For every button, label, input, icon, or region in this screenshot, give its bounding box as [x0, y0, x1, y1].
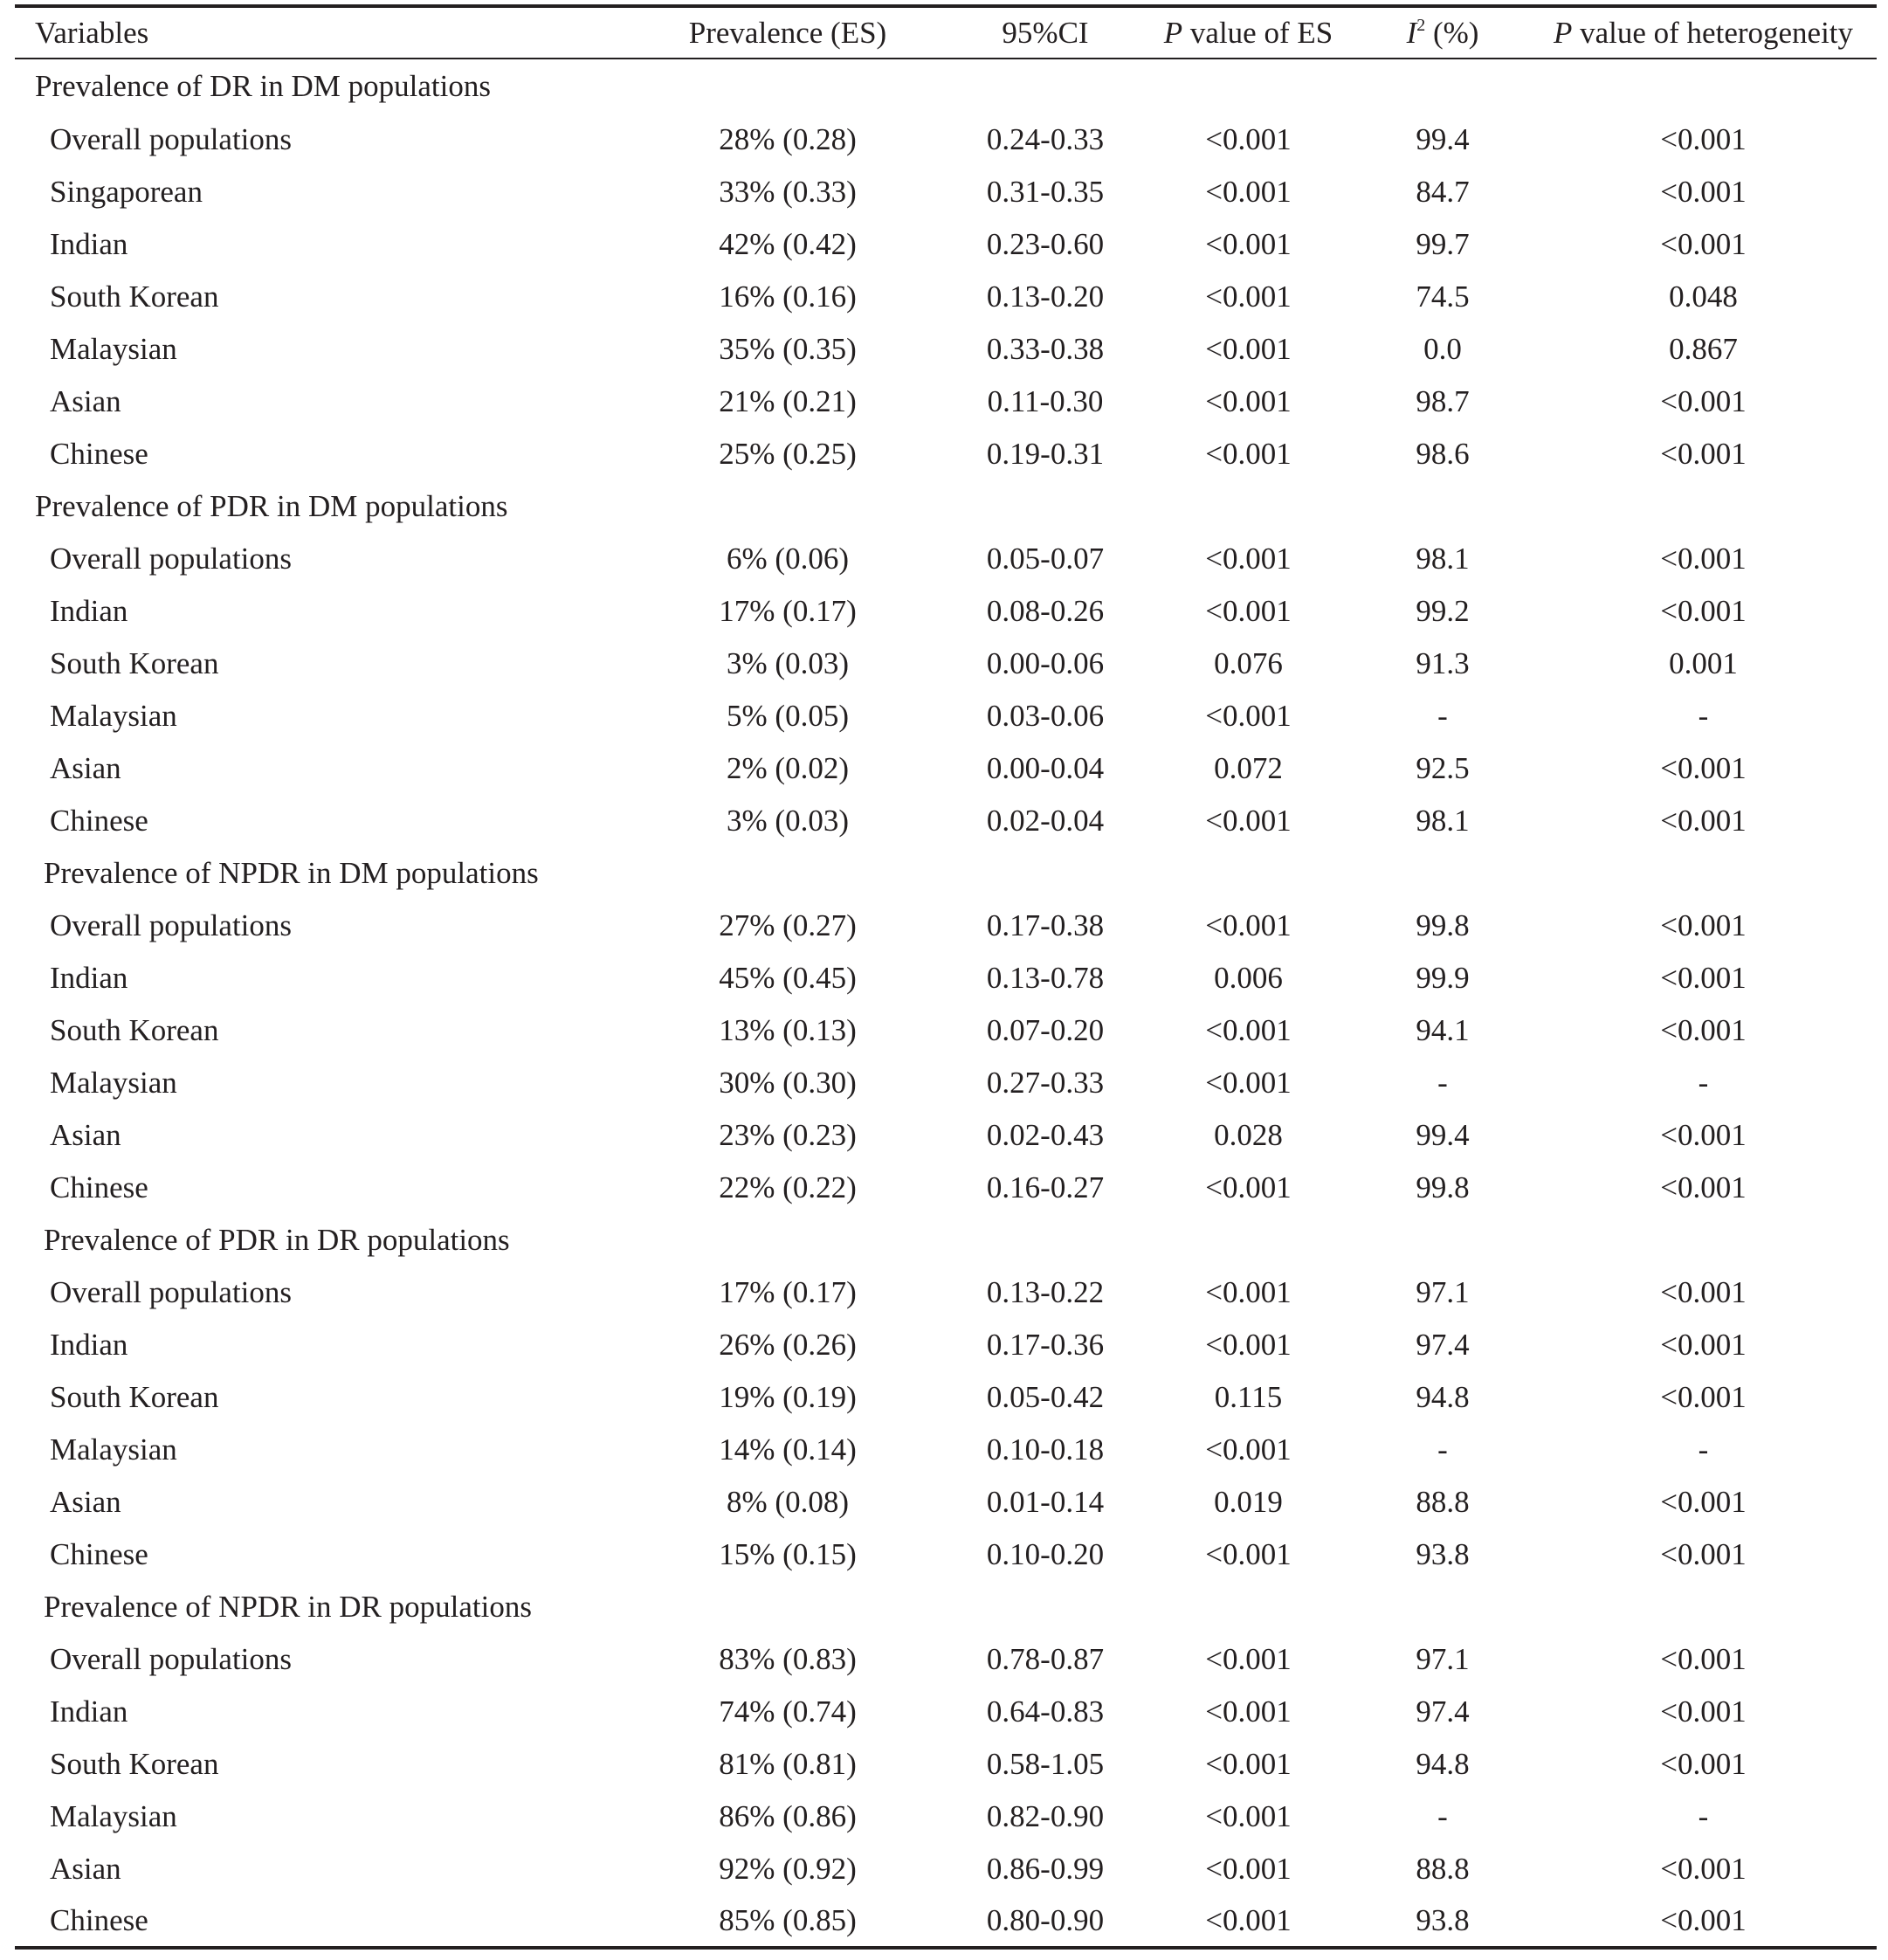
cell-variable: Indian [50, 594, 128, 628]
table-body [15, 59, 1877, 1948]
cell-ci: 0.10-0.18 [986, 1432, 1105, 1467]
cell-i-squared: 84.7 [1416, 175, 1470, 209]
cell-p-value-heterogeneity: <0.001 [1660, 542, 1747, 576]
cell-prevalence: 35% (0.35) [719, 332, 857, 366]
cell-p-value-es: <0.001 [1205, 1799, 1292, 1833]
cell-ci: 0.13-0.78 [986, 961, 1105, 995]
cell-p-value-heterogeneity: <0.001 [1660, 1328, 1747, 1362]
table-row [15, 1895, 1877, 1948]
table-row [15, 218, 1877, 271]
group-title: Prevalence of PDR in DR populations [44, 1223, 510, 1257]
cell-variable: Overall populations [50, 1642, 293, 1676]
cell-i-squared: 99.2 [1416, 594, 1470, 628]
table-row [15, 1266, 1877, 1319]
cell-p-value-es: 0.019 [1214, 1485, 1283, 1519]
header-p-het-rest: value of heterogeneity [1572, 15, 1854, 50]
table-row [15, 952, 1877, 1004]
cell-ci: 0.05-0.42 [986, 1380, 1105, 1414]
cell-p-value-heterogeneity: <0.001 [1660, 437, 1747, 471]
cell-variable: South Korean [50, 1380, 219, 1414]
cell-variable: Singaporean [50, 175, 203, 209]
cell-ci: 0.05-0.07 [986, 542, 1105, 576]
header-p-het-italic: P [1553, 15, 1573, 50]
cell-prevalence: 3% (0.03) [727, 646, 849, 680]
cell-ci: 0.19-0.31 [986, 437, 1105, 471]
table-row [15, 1529, 1877, 1581]
cell-prevalence: 17% (0.17) [719, 1275, 857, 1309]
group-header-row [15, 1214, 1877, 1266]
cell-i-squared: 92.5 [1416, 751, 1470, 785]
cell-prevalence: 2% (0.02) [727, 751, 849, 785]
cell-p-value-heterogeneity: <0.001 [1660, 908, 1747, 942]
cell-p-value-heterogeneity: <0.001 [1660, 1170, 1747, 1204]
cell-ci: 0.64-0.83 [986, 1694, 1105, 1729]
cell-prevalence: 28% (0.28) [719, 122, 857, 156]
cell-i-squared: 99.9 [1416, 961, 1470, 995]
cell-p-value-es: <0.001 [1205, 280, 1292, 314]
table-row [15, 1633, 1877, 1686]
cell-ci: 0.11-0.30 [987, 384, 1104, 418]
table-row [15, 1109, 1877, 1162]
header-p-es-rest: value of ES [1182, 15, 1333, 50]
cell-variable: Overall populations [50, 542, 293, 576]
cell-variable: Malaysian [50, 699, 177, 733]
cell-variable: South Korean [50, 646, 219, 680]
group-header-row [15, 59, 1877, 114]
cell-p-value-es: <0.001 [1205, 175, 1292, 209]
cell-p-value-heterogeneity: <0.001 [1660, 961, 1747, 995]
prevalence-table [15, 4, 1877, 1950]
table-row [15, 1004, 1877, 1057]
cell-ci: 0.02-0.04 [986, 804, 1105, 838]
cell-prevalence: 33% (0.33) [719, 175, 857, 209]
cell-i-squared: 88.8 [1416, 1852, 1470, 1886]
cell-i-squared: - [1437, 1432, 1448, 1467]
table-row [15, 533, 1877, 585]
cell-variable: Indian [50, 961, 128, 995]
cell-variable: Malaysian [50, 1799, 177, 1833]
cell-ci: 0.78-0.87 [986, 1642, 1105, 1676]
cell-ci: 0.01-0.14 [986, 1485, 1105, 1519]
cell-p-value-es: <0.001 [1205, 1747, 1292, 1781]
cell-prevalence: 92% (0.92) [719, 1852, 857, 1886]
group-title: Prevalence of NPDR in DR populations [44, 1590, 532, 1624]
cell-p-value-es: 0.072 [1214, 751, 1283, 785]
prevalence-table-container [15, 4, 1877, 1950]
cell-ci: 0.17-0.36 [986, 1328, 1105, 1362]
cell-i-squared: 93.8 [1416, 1537, 1470, 1571]
cell-variable: South Korean [50, 1747, 219, 1781]
cell-i-squared: 97.4 [1416, 1328, 1470, 1362]
cell-i-squared: 74.5 [1416, 280, 1470, 314]
cell-variable: Malaysian [50, 1066, 177, 1100]
cell-variable: South Korean [50, 280, 219, 314]
cell-p-value-heterogeneity: <0.001 [1660, 1118, 1747, 1152]
cell-i-squared: - [1437, 699, 1448, 733]
header-p-value-es [1141, 6, 1355, 59]
cell-prevalence: 8% (0.08) [727, 1485, 849, 1519]
header-row [15, 6, 1877, 59]
cell-p-value-heterogeneity: - [1698, 1799, 1709, 1833]
cell-prevalence: 21% (0.21) [719, 384, 857, 418]
table-row [15, 795, 1877, 847]
cell-variable: Malaysian [50, 332, 177, 366]
table-row [15, 1843, 1877, 1895]
table-row [15, 1162, 1877, 1214]
cell-prevalence: 42% (0.42) [719, 227, 857, 261]
cell-i-squared: 93.8 [1416, 1903, 1470, 1937]
cell-prevalence: 5% (0.05) [727, 699, 849, 733]
cell-p-value-heterogeneity: <0.001 [1660, 122, 1747, 156]
header-prevalence: Prevalence (ES) [688, 15, 887, 50]
cell-ci: 0.02-0.43 [986, 1118, 1105, 1152]
cell-p-value-es: <0.001 [1205, 437, 1292, 471]
cell-i-squared: 88.8 [1416, 1485, 1470, 1519]
table-row [15, 1791, 1877, 1843]
cell-i-squared: 98.7 [1416, 384, 1470, 418]
cell-p-value-es: <0.001 [1205, 384, 1292, 418]
cell-prevalence: 83% (0.83) [719, 1642, 857, 1676]
cell-variable: Overall populations [50, 1275, 293, 1309]
group-title: Prevalence of NPDR in DM populations [44, 856, 539, 890]
cell-p-value-heterogeneity: <0.001 [1660, 1485, 1747, 1519]
cell-prevalence: 23% (0.23) [719, 1118, 857, 1152]
table-row [15, 1686, 1877, 1738]
cell-p-value-es: <0.001 [1205, 594, 1292, 628]
cell-p-value-es: <0.001 [1205, 1903, 1292, 1937]
header-p-value-heterogeneity [1530, 6, 1877, 59]
table-header [15, 6, 1877, 59]
cell-i-squared: 98.1 [1416, 542, 1470, 576]
cell-i-squared: 97.1 [1416, 1275, 1470, 1309]
cell-p-value-heterogeneity: <0.001 [1660, 1852, 1747, 1886]
cell-p-value-heterogeneity: <0.001 [1660, 1013, 1747, 1047]
cell-p-value-heterogeneity: 0.867 [1669, 332, 1738, 366]
header-p-es-italic: P [1163, 15, 1183, 50]
header-variables: Variables [35, 15, 149, 50]
cell-i-squared: 99.7 [1416, 227, 1470, 261]
cell-ci: 0.80-0.90 [986, 1903, 1105, 1937]
cell-p-value-es: <0.001 [1205, 1013, 1292, 1047]
table-row [15, 1057, 1877, 1109]
cell-ci: 0.82-0.90 [986, 1799, 1105, 1833]
cell-i-squared: 0.0 [1423, 332, 1462, 366]
cell-ci: 0.27-0.33 [986, 1066, 1105, 1100]
cell-prevalence: 6% (0.06) [727, 542, 849, 576]
cell-i-squared: 94.1 [1416, 1013, 1470, 1047]
cell-p-value-es: <0.001 [1205, 1642, 1292, 1676]
group-title: Prevalence of PDR in DM populations [35, 489, 508, 523]
cell-p-value-heterogeneity: <0.001 [1660, 384, 1747, 418]
cell-ci: 0.33-0.38 [986, 332, 1105, 366]
cell-i-squared: 91.3 [1416, 646, 1470, 680]
cell-ci: 0.03-0.06 [986, 699, 1105, 733]
cell-prevalence: 3% (0.03) [727, 804, 849, 838]
cell-prevalence: 13% (0.13) [719, 1013, 857, 1047]
cell-p-value-es: <0.001 [1205, 1694, 1292, 1729]
cell-p-value-es: <0.001 [1205, 804, 1292, 838]
cell-p-value-es: <0.001 [1205, 1852, 1292, 1886]
table-row [15, 428, 1877, 480]
table-row [15, 900, 1877, 952]
cell-p-value-heterogeneity: <0.001 [1660, 751, 1747, 785]
cell-prevalence: 86% (0.86) [719, 1799, 857, 1833]
cell-i-squared: 98.1 [1416, 804, 1470, 838]
group-header-row [15, 847, 1877, 900]
cell-ci: 0.07-0.20 [986, 1013, 1105, 1047]
cell-p-value-heterogeneity: <0.001 [1660, 1903, 1747, 1937]
cell-p-value-es: <0.001 [1205, 1275, 1292, 1309]
cell-variable: Malaysian [50, 1432, 177, 1467]
cell-prevalence: 81% (0.81) [719, 1747, 857, 1781]
table-row [15, 376, 1877, 428]
cell-i-squared: 94.8 [1416, 1380, 1470, 1414]
header-ci: 95%CI [1002, 15, 1089, 50]
table-row [15, 114, 1877, 166]
cell-variable: Chinese [50, 804, 148, 838]
cell-ci: 0.16-0.27 [986, 1170, 1105, 1204]
table-row [15, 1424, 1877, 1476]
cell-ci: 0.58-1.05 [986, 1747, 1105, 1781]
cell-variable: Chinese [50, 437, 148, 471]
cell-p-value-es: <0.001 [1205, 1432, 1292, 1467]
cell-p-value-es: <0.001 [1205, 908, 1292, 942]
cell-p-value-heterogeneity: <0.001 [1660, 1380, 1747, 1414]
cell-variable: Asian [50, 751, 121, 785]
cell-variable: Asian [50, 384, 121, 418]
cell-variable: Chinese [50, 1170, 148, 1204]
cell-p-value-es: <0.001 [1205, 332, 1292, 366]
cell-p-value-heterogeneity: <0.001 [1660, 1537, 1747, 1571]
cell-prevalence: 19% (0.19) [719, 1380, 857, 1414]
cell-variable: Indian [50, 227, 128, 261]
cell-p-value-heterogeneity: - [1698, 699, 1709, 733]
cell-variable: Chinese [50, 1537, 148, 1571]
cell-ci: 0.23-0.60 [986, 227, 1105, 261]
cell-variable: Chinese [50, 1903, 148, 1937]
table-row [15, 1371, 1877, 1424]
cell-prevalence: 74% (0.74) [719, 1694, 857, 1729]
cell-variable: Asian [50, 1485, 121, 1519]
table-row [15, 1738, 1877, 1791]
cell-p-value-heterogeneity: - [1698, 1066, 1709, 1100]
cell-p-value-heterogeneity: <0.001 [1660, 1275, 1747, 1309]
cell-ci: 0.13-0.20 [986, 280, 1105, 314]
group-header-row [15, 1581, 1877, 1633]
cell-p-value-heterogeneity: <0.001 [1660, 1694, 1747, 1729]
cell-p-value-heterogeneity: <0.001 [1660, 1747, 1747, 1781]
cell-i-squared: 97.4 [1416, 1694, 1470, 1729]
cell-p-value-es: <0.001 [1205, 699, 1292, 733]
cell-prevalence: 22% (0.22) [719, 1170, 857, 1204]
cell-p-value-es: 0.006 [1214, 961, 1283, 995]
cell-variable: Asian [50, 1852, 121, 1886]
cell-variable: Overall populations [50, 122, 293, 156]
cell-prevalence: 16% (0.16) [719, 280, 857, 314]
table-row [15, 1319, 1877, 1371]
cell-p-value-heterogeneity: 0.048 [1669, 280, 1738, 314]
header-i2-italic: I [1406, 15, 1417, 50]
cell-p-value-heterogeneity: - [1698, 1432, 1709, 1467]
cell-i-squared: 99.4 [1416, 122, 1470, 156]
cell-i-squared: 99.4 [1416, 1118, 1470, 1152]
group-header-row [15, 480, 1877, 533]
header-i-squared [1355, 6, 1530, 59]
cell-prevalence: 26% (0.26) [719, 1328, 857, 1362]
cell-p-value-es: <0.001 [1205, 542, 1292, 576]
cell-p-value-heterogeneity: <0.001 [1660, 175, 1747, 209]
cell-variable: Overall populations [50, 908, 293, 942]
cell-i-squared: 99.8 [1416, 1170, 1470, 1204]
cell-variable: Indian [50, 1328, 128, 1362]
table-row [15, 166, 1877, 218]
header-i2-sup: 2 [1416, 15, 1426, 35]
cell-p-value-es: 0.115 [1214, 1380, 1283, 1414]
cell-prevalence: 30% (0.30) [719, 1066, 857, 1100]
header-i2-rest: (%) [1425, 15, 1479, 50]
cell-p-value-heterogeneity: <0.001 [1660, 804, 1747, 838]
cell-ci: 0.13-0.22 [986, 1275, 1105, 1309]
cell-i-squared: 98.6 [1416, 437, 1470, 471]
cell-variable: South Korean [50, 1013, 219, 1047]
cell-i-squared: 97.1 [1416, 1642, 1470, 1676]
cell-prevalence: 45% (0.45) [719, 961, 857, 995]
cell-p-value-heterogeneity: <0.001 [1660, 1642, 1747, 1676]
cell-p-value-es: <0.001 [1205, 227, 1292, 261]
table-row [15, 638, 1877, 690]
cell-p-value-es: <0.001 [1205, 1328, 1292, 1362]
cell-p-value-es: <0.001 [1205, 1066, 1292, 1100]
cell-ci: 0.17-0.38 [986, 908, 1105, 942]
cell-ci: 0.00-0.04 [986, 751, 1105, 785]
cell-ci: 0.24-0.33 [986, 122, 1105, 156]
cell-p-value-es: <0.001 [1205, 122, 1292, 156]
cell-ci: 0.08-0.26 [986, 594, 1105, 628]
cell-i-squared: 94.8 [1416, 1747, 1470, 1781]
cell-ci: 0.86-0.99 [986, 1852, 1105, 1886]
group-title: Prevalence of DR in DM populations [35, 69, 491, 103]
cell-prevalence: 17% (0.17) [719, 594, 857, 628]
cell-p-value-es: <0.001 [1205, 1537, 1292, 1571]
cell-i-squared: - [1437, 1799, 1448, 1833]
cell-prevalence: 25% (0.25) [719, 437, 857, 471]
cell-ci: 0.00-0.06 [986, 646, 1105, 680]
cell-p-value-heterogeneity: 0.001 [1669, 646, 1738, 680]
cell-prevalence: 27% (0.27) [719, 908, 857, 942]
cell-p-value-es: <0.001 [1205, 1170, 1292, 1204]
cell-i-squared: 99.8 [1416, 908, 1470, 942]
cell-p-value-heterogeneity: <0.001 [1660, 227, 1747, 261]
cell-ci: 0.10-0.20 [986, 1537, 1105, 1571]
table-row [15, 271, 1877, 323]
table-row [15, 742, 1877, 795]
cell-prevalence: 14% (0.14) [719, 1432, 857, 1467]
cell-prevalence: 85% (0.85) [719, 1903, 857, 1937]
cell-ci: 0.31-0.35 [986, 175, 1105, 209]
table-row [15, 323, 1877, 376]
cell-variable: Asian [50, 1118, 121, 1152]
cell-prevalence: 15% (0.15) [719, 1537, 857, 1571]
cell-p-value-heterogeneity: <0.001 [1660, 594, 1747, 628]
table-row [15, 690, 1877, 742]
cell-p-value-es: 0.076 [1214, 646, 1283, 680]
table-row [15, 585, 1877, 638]
cell-i-squared: - [1437, 1066, 1448, 1100]
cell-p-value-es: 0.028 [1214, 1118, 1283, 1152]
cell-variable: Indian [50, 1694, 128, 1729]
table-row [15, 1476, 1877, 1529]
